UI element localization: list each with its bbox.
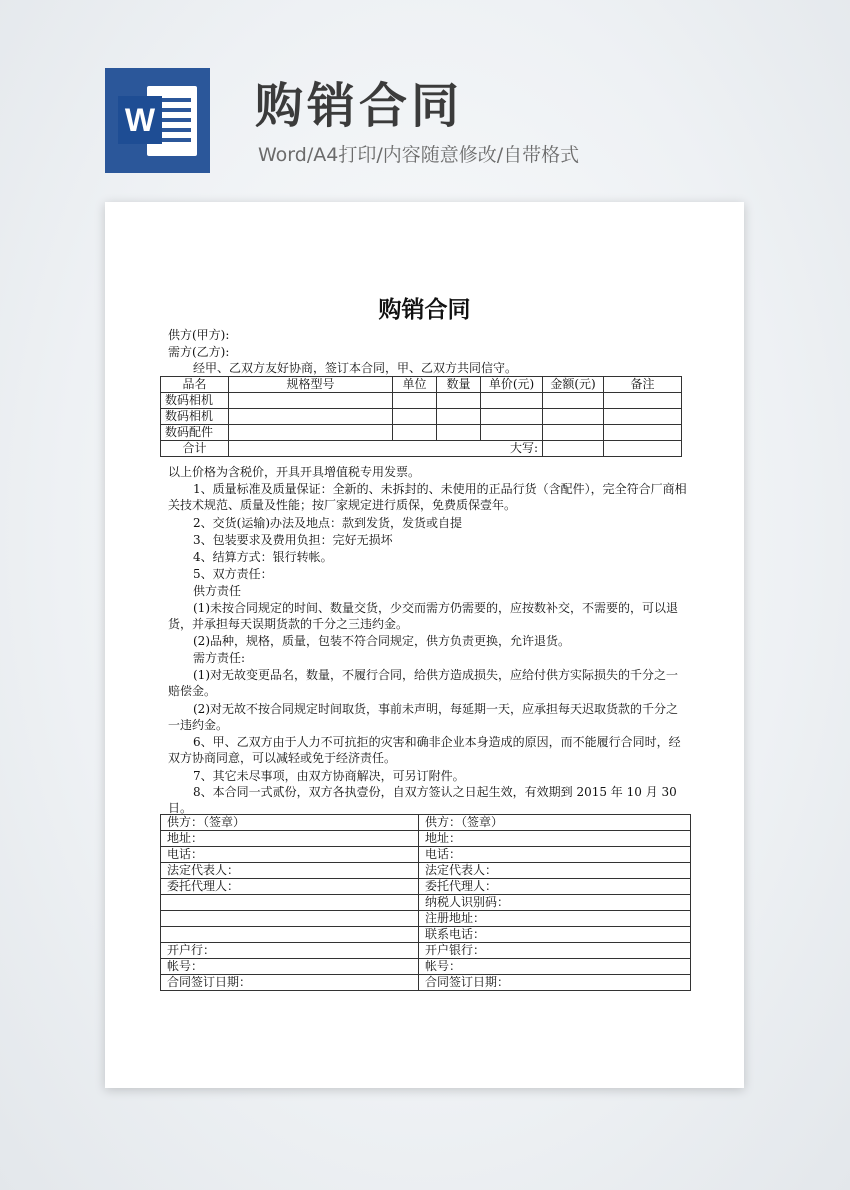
signature-row — [161, 815, 691, 831]
table-cell[interactable]: 数码相机 — [161, 393, 229, 409]
signature-cell[interactable]: 纳税人识别码： — [419, 895, 691, 911]
supplier-resp-1: (1)未按合同规定的时间、数量交货，少交而需方仍需要的，应按数补交，不需要的，可以退货，并承担每天误期货款的千分之三违约金。 — [168, 601, 679, 631]
signature-cell[interactable]: 帐号： — [419, 959, 691, 975]
clause-1: 1、质量标准及质量保证：全新的、未拆封的、未使用的正品行货（含配件），完全符合厂商相关技术规范、质量及性能；按厂家规定进行质保，免费质保壹年。 — [168, 482, 687, 512]
clause-6: 6、甲、乙双方由于人力不可抗拒的灾害和确非企业本身造成的原因，而不能履行合同时，经双方协商同意，可以减轻或免于经济责任。 — [168, 735, 681, 765]
table-cell[interactable] — [543, 425, 604, 441]
table-cell[interactable] — [604, 409, 682, 425]
signature-cell[interactable]: 委托代理人： — [161, 879, 419, 895]
buyer-resp-heading: 需方责任: — [193, 651, 246, 665]
col-header: 单价(元) — [481, 377, 543, 393]
table-cell[interactable] — [481, 409, 543, 425]
signature-cell[interactable]: 电话： — [161, 847, 419, 863]
table-cell[interactable] — [437, 409, 481, 425]
word-icon: W — [118, 96, 162, 144]
signature-row — [161, 975, 691, 991]
intro-text: 经甲、乙双方友好协商，签订本合同，甲、乙双方共同信守。 — [193, 361, 518, 375]
app-title: 购销合同 — [255, 78, 464, 134]
signature-cell[interactable]: 供方：（签章） — [161, 815, 419, 831]
document-title: 购销合同 — [378, 297, 471, 323]
clause-2: 2、交货(运输)办法及地点：款到发货，发货或自提 — [193, 516, 462, 530]
signature-cell[interactable]: 合同签订日期： — [161, 975, 419, 991]
supplier-resp-2: (2)品种，规格，质量，包装不符合同规定，供方负责更换，允许退货。 — [193, 634, 571, 648]
signature-cell[interactable]: 开户行： — [161, 943, 419, 959]
col-header: 备注 — [604, 377, 682, 393]
items-table — [160, 376, 682, 457]
clause-7: 7、其它未尽事项，由双方协商解决，可另订附件。 — [193, 769, 465, 783]
total-amount-cell[interactable] — [543, 441, 604, 457]
buyer-resp-1: (1)对无故变更品名，数量，不履行合同，给供方造成损失，应给付供方实际损失的千分之一赔偿金。 — [168, 668, 679, 698]
table-cell[interactable] — [481, 425, 543, 441]
signature-cell[interactable] — [161, 911, 419, 927]
signature-row — [161, 927, 691, 943]
signature-row — [161, 847, 691, 863]
signature-row — [161, 895, 691, 911]
col-header: 金额(元) — [543, 377, 604, 393]
clause-4: 4、结算方式：银行转帐。 — [193, 550, 333, 564]
supplier-resp-heading: 供方责任 — [193, 584, 242, 598]
col-header: 品名 — [161, 377, 229, 393]
table-row — [161, 409, 682, 425]
buyer-label: 需方(乙方): — [168, 345, 230, 359]
total-row — [161, 441, 682, 457]
signature-cell[interactable] — [161, 895, 419, 911]
signature-cell[interactable]: 电话： — [419, 847, 691, 863]
signature-cell[interactable]: 联系电话： — [419, 927, 691, 943]
signature-cell[interactable]: 注册地址： — [419, 911, 691, 927]
table-cell[interactable] — [543, 393, 604, 409]
table-cell[interactable] — [229, 393, 393, 409]
buyer-resp-2: (2)对无故不按合同规定时间取货，事前未声明，每延期一天，应承担每天迟取货款的千分之一违约金。 — [168, 702, 679, 732]
table-cell[interactable] — [393, 425, 437, 441]
document-page — [105, 202, 744, 1088]
table-cell[interactable] — [604, 425, 682, 441]
table-cell[interactable] — [437, 393, 481, 409]
table-cell[interactable]: 数码相机 — [161, 409, 229, 425]
signature-cell[interactable]: 合同签订日期： — [419, 975, 691, 991]
table-cell[interactable] — [604, 393, 682, 409]
signature-row — [161, 943, 691, 959]
signature-row — [161, 959, 691, 975]
total-remark-cell[interactable] — [604, 441, 682, 457]
col-header: 规格型号 — [229, 377, 393, 393]
table-row — [161, 425, 682, 441]
col-header: 单位 — [393, 377, 437, 393]
signature-cell[interactable]: 供方：（签章） — [419, 815, 691, 831]
supplier-label: 供方(甲方): — [168, 328, 230, 342]
table-cell[interactable] — [229, 425, 393, 441]
signature-cell[interactable]: 帐号： — [161, 959, 419, 975]
table-cell[interactable] — [481, 393, 543, 409]
signature-cell[interactable]: 法定代表人： — [161, 863, 419, 879]
clause-8: 8、本合同一式贰份，双方各执壹份，自双方签认之日起生效，有效期到 2015 年 10 月 30 日。 — [168, 785, 677, 815]
table-cell[interactable] — [393, 393, 437, 409]
table-cell[interactable] — [543, 409, 604, 425]
app-subtitle: Word/A4打印/内容随意修改/自带格式 — [258, 144, 580, 166]
clause-3: 3、包装要求及费用负担：完好无损坏 — [193, 533, 393, 547]
clause-5: 5、双方责任： — [193, 567, 273, 581]
table-cell[interactable]: 数码配件 — [161, 425, 229, 441]
signature-row — [161, 879, 691, 895]
table-cell[interactable] — [437, 425, 481, 441]
signature-cell[interactable]: 地址： — [419, 831, 691, 847]
signature-cell[interactable]: 委托代理人： — [419, 879, 691, 895]
table-header-row — [161, 377, 682, 393]
table-cell[interactable] — [229, 409, 393, 425]
signature-row — [161, 863, 691, 879]
total-label: 合计 — [161, 441, 229, 457]
signature-cell[interactable]: 法定代表人： — [419, 863, 691, 879]
signature-cell[interactable] — [161, 927, 419, 943]
price-note: 以上价格为含税价，开具开具增值税专用发票。 — [168, 465, 421, 479]
capital-label: 大写: — [229, 441, 543, 457]
signature-row — [161, 911, 691, 927]
word-logo — [105, 68, 210, 173]
table-cell[interactable] — [393, 409, 437, 425]
signature-cell[interactable]: 地址： — [161, 831, 419, 847]
signature-row — [161, 831, 691, 847]
col-header: 数量 — [437, 377, 481, 393]
signature-table — [160, 814, 691, 991]
table-row — [161, 393, 682, 409]
signature-cell[interactable]: 开户银行： — [419, 943, 691, 959]
